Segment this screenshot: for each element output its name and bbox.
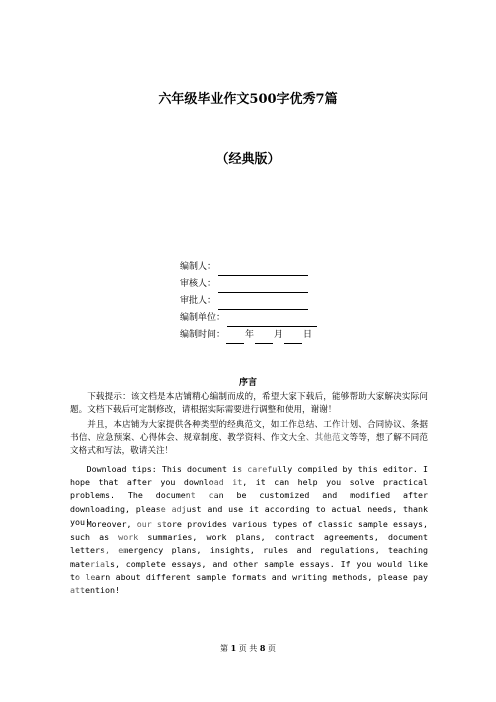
reviewer-label: 审核人： — [180, 279, 217, 289]
preface-en-paragraph-2 — [70, 518, 428, 597]
preface-cn-text-2: 并且，本店铺为大家提供各种类型的经典范文，如工作总结、工作计划、合同协议、条据书信、应急预案、心得体会、规章制度、教学资料、作文大全、其他范文等等，想了解不同范文格式和写法，敬请关注！ — [70, 420, 428, 457]
info-fields — [180, 259, 317, 344]
year-blank — [226, 332, 244, 344]
preface-cn-paragraph-1 — [70, 391, 428, 417]
preface-title: 序言 — [238, 378, 257, 388]
month-blank — [255, 332, 273, 344]
approver-field — [180, 293, 317, 310]
reviewer-field — [180, 276, 317, 293]
time-label: 编制时间： — [180, 330, 226, 340]
approver-label: 审批人： — [180, 296, 217, 306]
day-blank — [284, 332, 302, 344]
preface-cn-paragraph-2 — [70, 419, 428, 459]
preface-cn-text-1: 下载提示：该文档是本店铺精心编制而成的，希望大家下载后，能够帮助大家解决实际问题。文档下载后可定制修改，请根据实际需要进行调整和使用，谢谢！ — [70, 392, 428, 416]
current-page-number: 1 — [230, 643, 237, 653]
footer-mid: 页 共 — [238, 644, 258, 653]
reviewer-blank — [218, 281, 308, 293]
unit-label: 编制单位： — [180, 313, 226, 323]
year-label: 年 — [245, 330, 255, 340]
document-title: 六年级毕业作文500字优秀7篇 — [158, 92, 338, 107]
editor-label: 编制人： — [180, 262, 217, 272]
editor-blank — [218, 264, 308, 276]
unit-field — [180, 310, 317, 327]
preface-en-text-2: Moreover, our store provides various types of classic sample essays, such as work summaries, work plans, contract agreements, document letters, emergency plans, insights, rules and regulations, teaching materials, complete essays, and other sample essays. If you would like to learn about different sample formats and writing methods, please pay attention! — [70, 519, 428, 596]
day-label: 日 — [303, 330, 313, 340]
footer-prefix: 第 — [220, 644, 229, 653]
editor-field — [180, 259, 317, 276]
approver-blank — [218, 298, 308, 310]
month-label: 月 — [274, 330, 284, 340]
page-footer — [0, 643, 496, 654]
preface-en-text-1: Download tips: This document is carefully compiled by this editor. I hope that after you download it, it can help you solve practical problems. The document can be customized and modified after downloading, please adjust and use it according to actual needs, thank you! — [70, 464, 428, 527]
time-field — [180, 327, 317, 344]
document-subtitle: （经典版） — [215, 152, 281, 167]
footer-suffix: 页 — [267, 644, 276, 653]
total-page-number: 8 — [259, 643, 266, 653]
unit-blank — [227, 315, 317, 327]
